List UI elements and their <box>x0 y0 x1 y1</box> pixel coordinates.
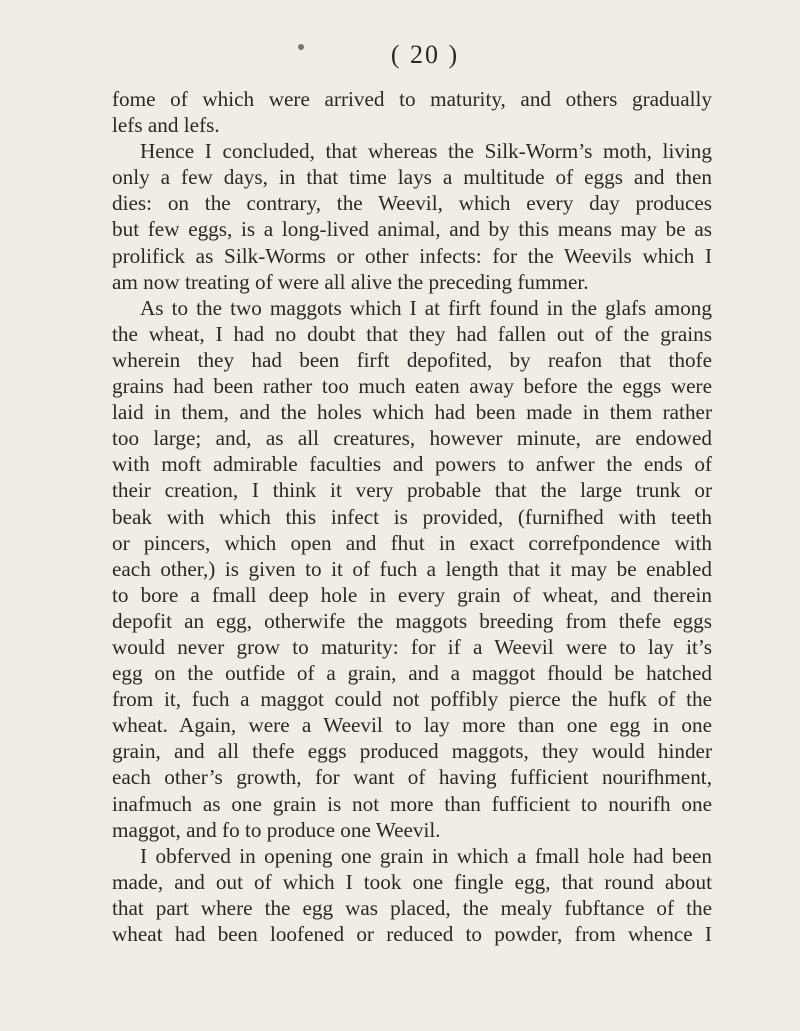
text-line: only a few days, in that time lays a multitude of eggs and then <box>112 165 712 190</box>
text-line: fome of which were arrived to maturity, and others gradually <box>112 87 712 111</box>
body-text <box>112 86 712 947</box>
text-line: grain, and all thefe eggs produced maggots, they would hinder <box>112 739 712 764</box>
text-line: their creation, I think it very probable that the large trunk or <box>112 478 712 503</box>
text-line: grains had been rather too much eaten away before the eggs were <box>112 374 712 399</box>
text-line: beak with which this infect is provided, (furnifhed with teeth <box>112 504 712 529</box>
text-line: each other’s growth, for want of having fufficient nourifhment, <box>112 765 712 790</box>
text-line: maggot, and fo to produce one Weevil. <box>112 817 441 842</box>
text-line: egg on the outfide of a grain, and a maggot fhould be hatched <box>112 661 712 686</box>
text-line: too large; and, as all creatures, however minute, are endowed <box>112 426 712 451</box>
text-line: am now treating of were all alive the preceding fummer. <box>112 269 589 294</box>
text-line: from it, fuch a maggot could not poffibly pierce the hufk of the <box>112 687 712 712</box>
text-line: that part where the egg was placed, the mealy fubftance of the <box>112 895 712 920</box>
text-line: wherein they had been firft depofited, by reafon that thofe <box>112 347 712 372</box>
text-line: I obferved in opening one grain in which a fmall hole had been <box>140 843 712 868</box>
text-line: would never grow to maturity: for if a Weevil were to lay it’s <box>112 634 712 659</box>
text-line: the wheat, I had no doubt that they had fallen out of the grains <box>112 321 712 346</box>
text-line: prolifick as Silk-Worms or other infects: for the Weevils which I <box>112 243 712 268</box>
text-line: laid in them, and the holes which had been made in them rather <box>112 400 712 425</box>
text-line: wheat. Again, were a Weevil to lay more than one egg in one <box>112 713 712 738</box>
text-line: Hence I concluded, that whereas the Silk-Worm’s moth, living <box>140 139 712 164</box>
text-line: but few eggs, is a long-lived animal, and by this means may be as <box>112 217 712 242</box>
text-line: As to the two maggots which I at firft found in the glafs among <box>140 295 712 320</box>
page-number: ( 20 ) <box>390 40 460 69</box>
text-line: lefs and lefs. <box>112 113 220 138</box>
text-line: or pincers, which open and fhut in exact correfpondence with <box>112 530 712 555</box>
text-line: made, and out of which I took one fingle egg, that round about <box>112 869 712 894</box>
text-line: with moft admirable faculties and powers to anfwer the ends of <box>112 452 712 477</box>
text-line: dies: on the contrary, the Weevil, which every day produces <box>112 191 712 216</box>
text-line: to bore a fmall deep hole in every grain of wheat, and therein <box>112 582 712 607</box>
text-line: inafmuch as one grain is not more than fufficient to nourifh one <box>112 791 712 816</box>
text-line: each other,) is given to it of fuch a length that it may be enabled <box>112 556 712 581</box>
text-line: wheat had been loofened or reduced to powder, from whence I <box>112 922 712 946</box>
text-line: depofit an egg, otherwife the maggots breeding from thefe eggs <box>112 608 712 633</box>
